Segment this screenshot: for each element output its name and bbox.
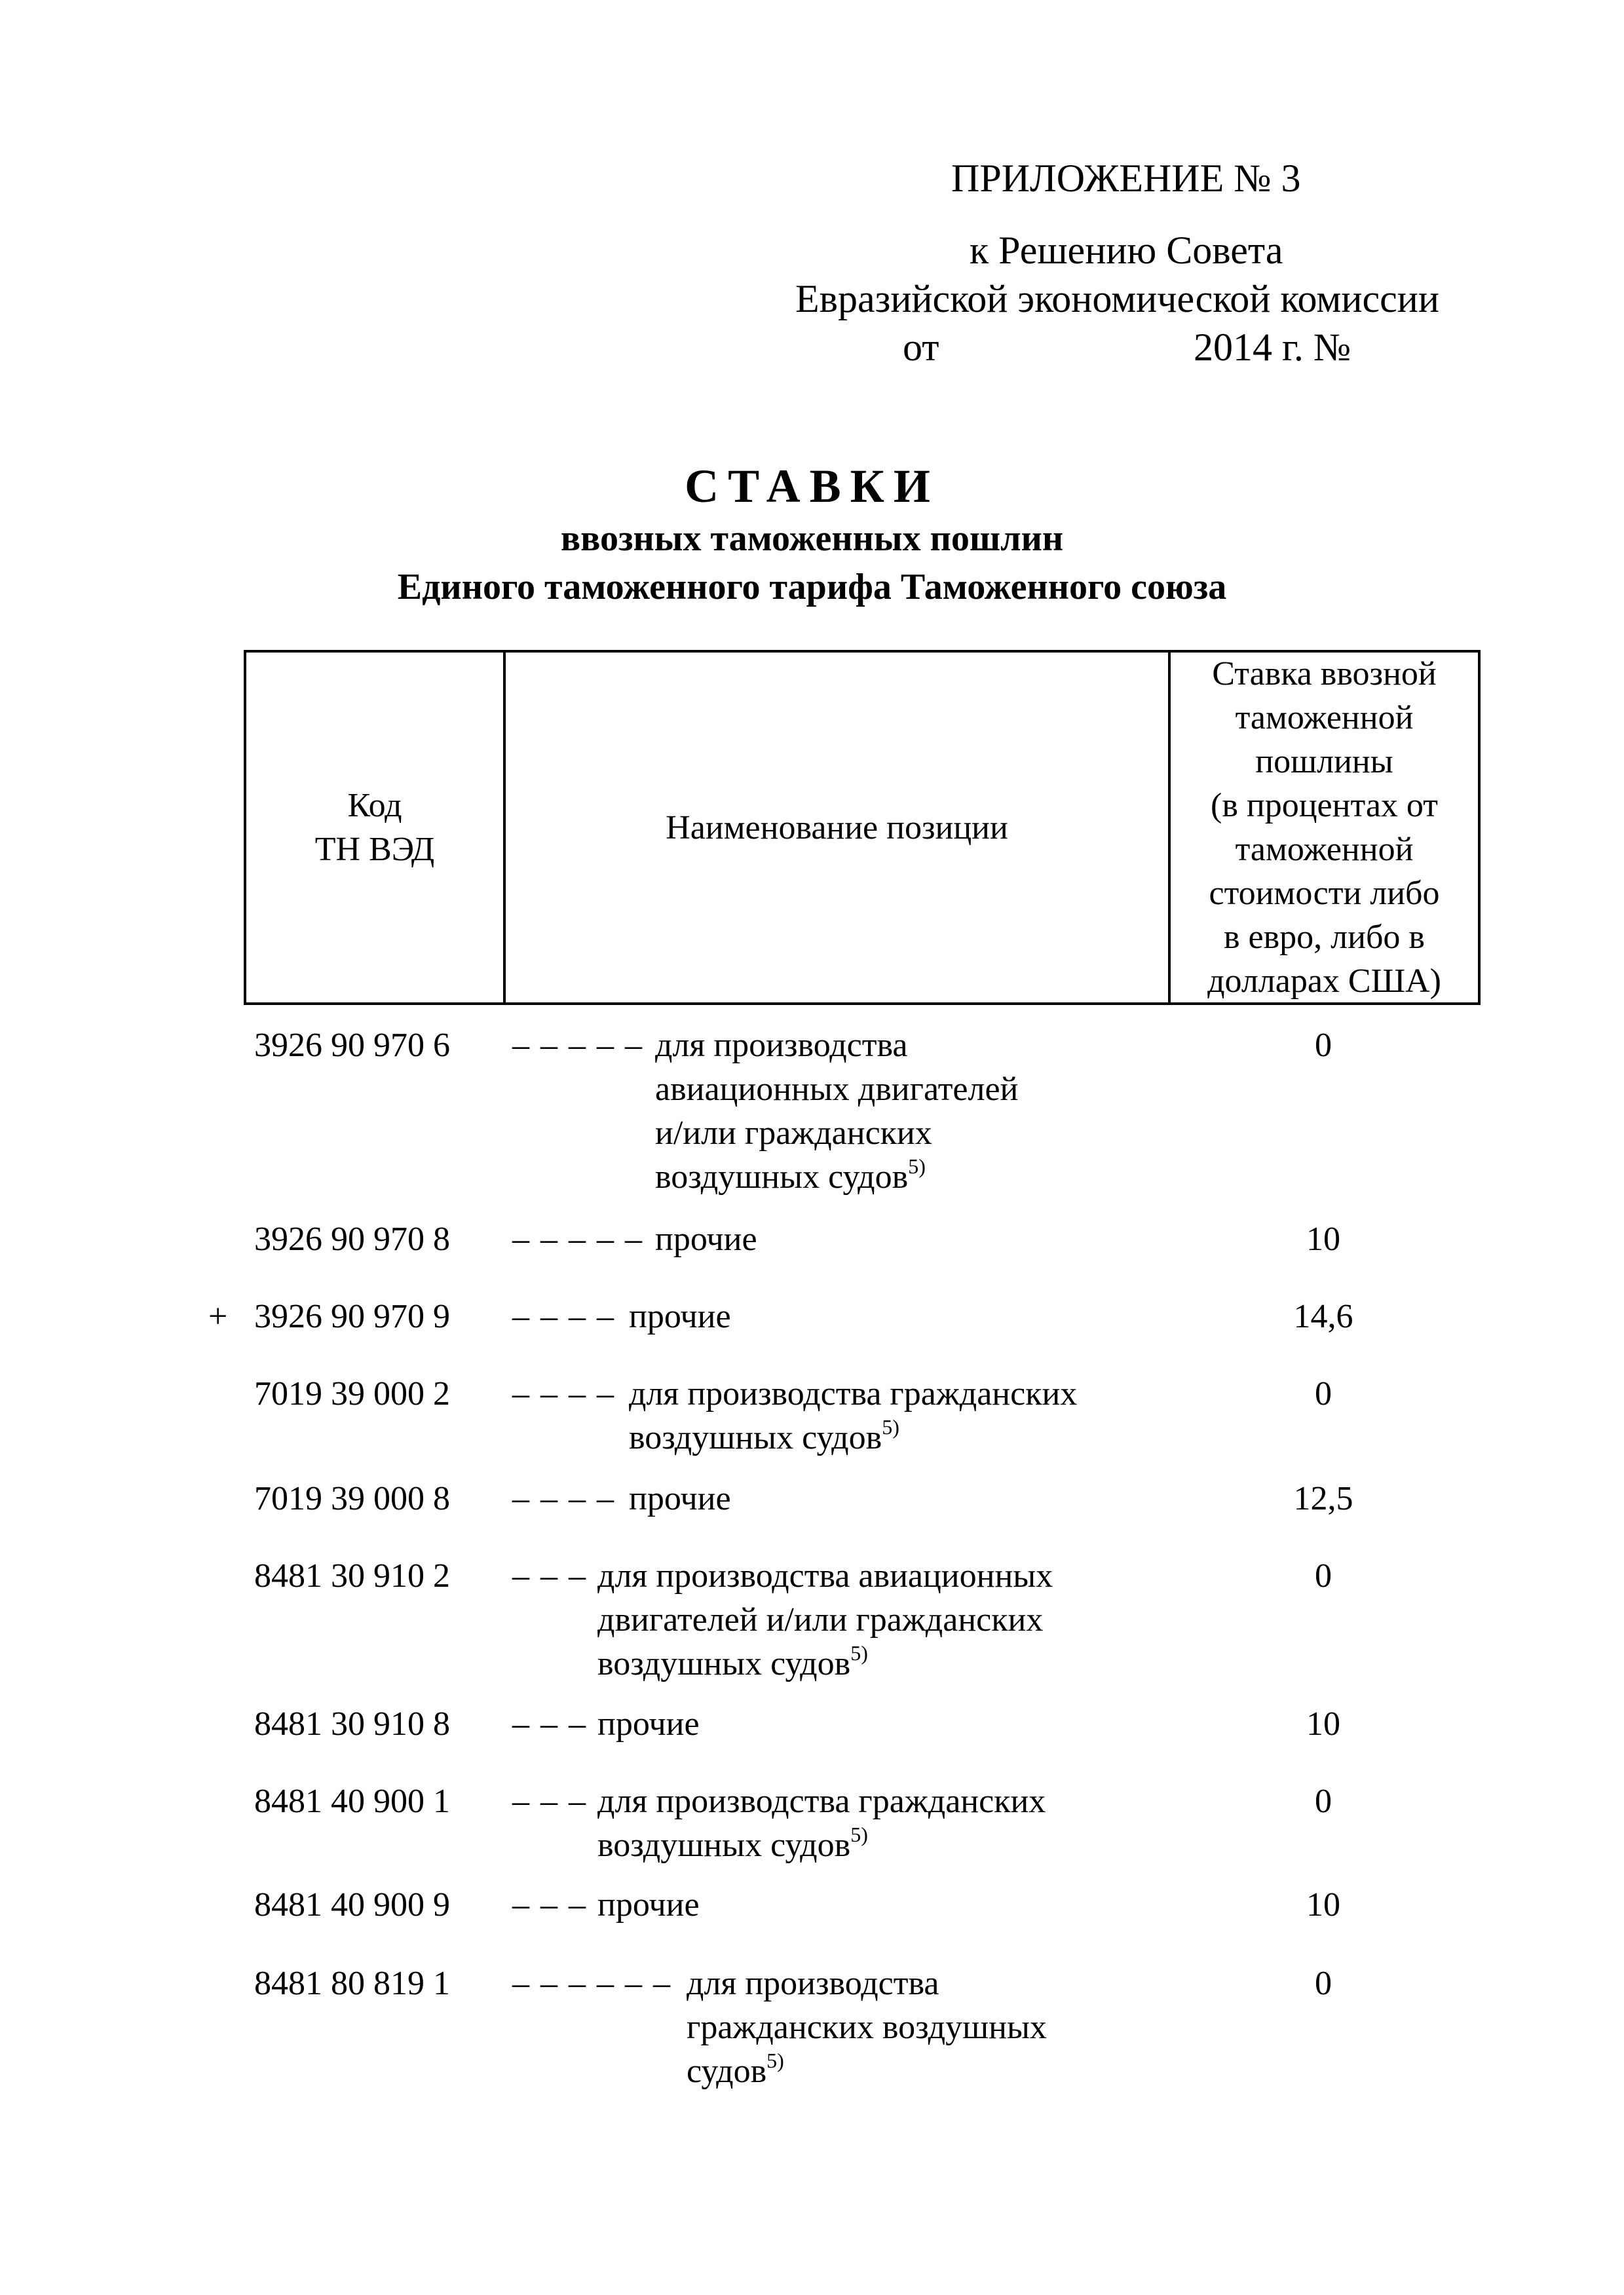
- row-dashes: – – –: [512, 1886, 587, 1924]
- row-footnote: 5): [766, 2049, 784, 2072]
- row-name-text: для производства гражданских воздушных судов: [687, 1965, 1047, 2090]
- row-name-text: прочие: [629, 1298, 731, 1335]
- row-rate: 0: [1315, 1783, 1332, 1820]
- row-rate: 10: [1306, 1886, 1340, 1924]
- row-name: [629, 1477, 731, 1521]
- row-name: [655, 1217, 757, 1261]
- row-dashes: – – – –: [512, 1298, 615, 1335]
- row-dashes: – – – – –: [512, 1221, 643, 1258]
- row-name-text: прочие: [597, 1886, 700, 1924]
- row-name: [597, 1883, 700, 1927]
- row-rate: 0: [1315, 1965, 1332, 2002]
- row-dashes: – – – – –: [512, 1027, 643, 1064]
- row-name: [597, 1779, 1046, 1867]
- row-footnote: 5): [850, 1641, 868, 1665]
- row-code: 3926 90 970 6: [254, 1027, 450, 1064]
- row-code: 3926 90 970 8: [254, 1221, 450, 1258]
- row-dashes: – – –: [512, 1783, 587, 1820]
- row-dashes: – – – –: [512, 1375, 615, 1413]
- row-name: [597, 1702, 700, 1746]
- row-rate: 14,6: [1293, 1298, 1353, 1335]
- annex-date-prefix: от: [903, 326, 939, 369]
- header-code-label: Код ТН ВЭД: [314, 787, 435, 868]
- row-name-text: для производства авиационных двигателей и/или гражданских воздушных судов: [655, 1027, 1019, 1196]
- row-rate: 10: [1306, 1221, 1340, 1258]
- row-rate: 10: [1306, 1705, 1340, 1743]
- row-name: [655, 1023, 1018, 1199]
- row-code: 7019 39 000 2: [254, 1375, 450, 1413]
- annex-date-suffix: 2014 г. №: [1194, 326, 1351, 369]
- row-dashes: – – – –: [512, 1480, 615, 1517]
- row-footnote: 5): [882, 1415, 899, 1439]
- tariff-table-header: [244, 650, 1481, 1005]
- row-rate: 0: [1315, 1557, 1332, 1595]
- header-code-cell: [246, 653, 506, 1002]
- row-name-text: для производства авиационных двигателей и/или гражданских воздушных судов: [597, 1557, 1053, 1682]
- row-code: 8481 30 910 8: [254, 1705, 450, 1743]
- document-title: СТАВКИ: [685, 460, 939, 512]
- annex-decision-line: к Решению Совета: [970, 229, 1283, 272]
- row-name: [629, 1372, 1077, 1460]
- row-dashes: – – –: [512, 1705, 587, 1743]
- row-dashes: – – – – – –: [512, 1965, 671, 2002]
- row-name: [687, 1962, 1047, 2093]
- header-name-label: Наименование позиции: [666, 808, 1008, 846]
- document-subtitle-1: ввозных таможенных пошлин: [560, 518, 1064, 559]
- document-subtitle-2: Единого таможенного тарифа Таможенного союза: [397, 567, 1227, 607]
- row-code: 8481 40 900 1: [254, 1783, 450, 1820]
- row-marker: +: [208, 1298, 228, 1335]
- row-dashes: – – –: [512, 1557, 587, 1595]
- annex-title: ПРИЛОЖЕНИЕ № 3: [951, 157, 1301, 200]
- row-name-text: прочие: [597, 1705, 700, 1743]
- header-rate-label: Ставка ввозной таможенной пошлины (в процентах от таможенной стоимости либо в евро, либо в долларах США): [1207, 655, 1441, 1000]
- row-name: [629, 1295, 731, 1338]
- row-code: 8481 30 910 2: [254, 1557, 450, 1595]
- row-footnote: 5): [850, 1823, 868, 1846]
- row-code: 8481 80 819 1: [254, 1965, 450, 2002]
- header-name-cell: [506, 653, 1171, 1002]
- row-code: 3926 90 970 9: [254, 1298, 450, 1335]
- row-rate: 12,5: [1293, 1480, 1353, 1517]
- row-name-text: для производства гражданских воздушных судов: [629, 1375, 1078, 1456]
- row-code: 8481 40 900 9: [254, 1886, 450, 1924]
- row-name-text: прочие: [629, 1480, 731, 1517]
- annex-commission-line: Евразийской экономической комиссии: [795, 277, 1439, 320]
- row-name-text: для производства гражданских воздушных судов: [597, 1783, 1046, 1864]
- row-code: 7019 39 000 8: [254, 1480, 450, 1517]
- row-rate: 0: [1315, 1375, 1332, 1413]
- row-rate: 0: [1315, 1027, 1332, 1064]
- row-name: [597, 1554, 1053, 1686]
- row-name-text: прочие: [655, 1221, 757, 1258]
- row-footnote: 5): [908, 1154, 926, 1178]
- header-rate-cell: [1171, 653, 1478, 1002]
